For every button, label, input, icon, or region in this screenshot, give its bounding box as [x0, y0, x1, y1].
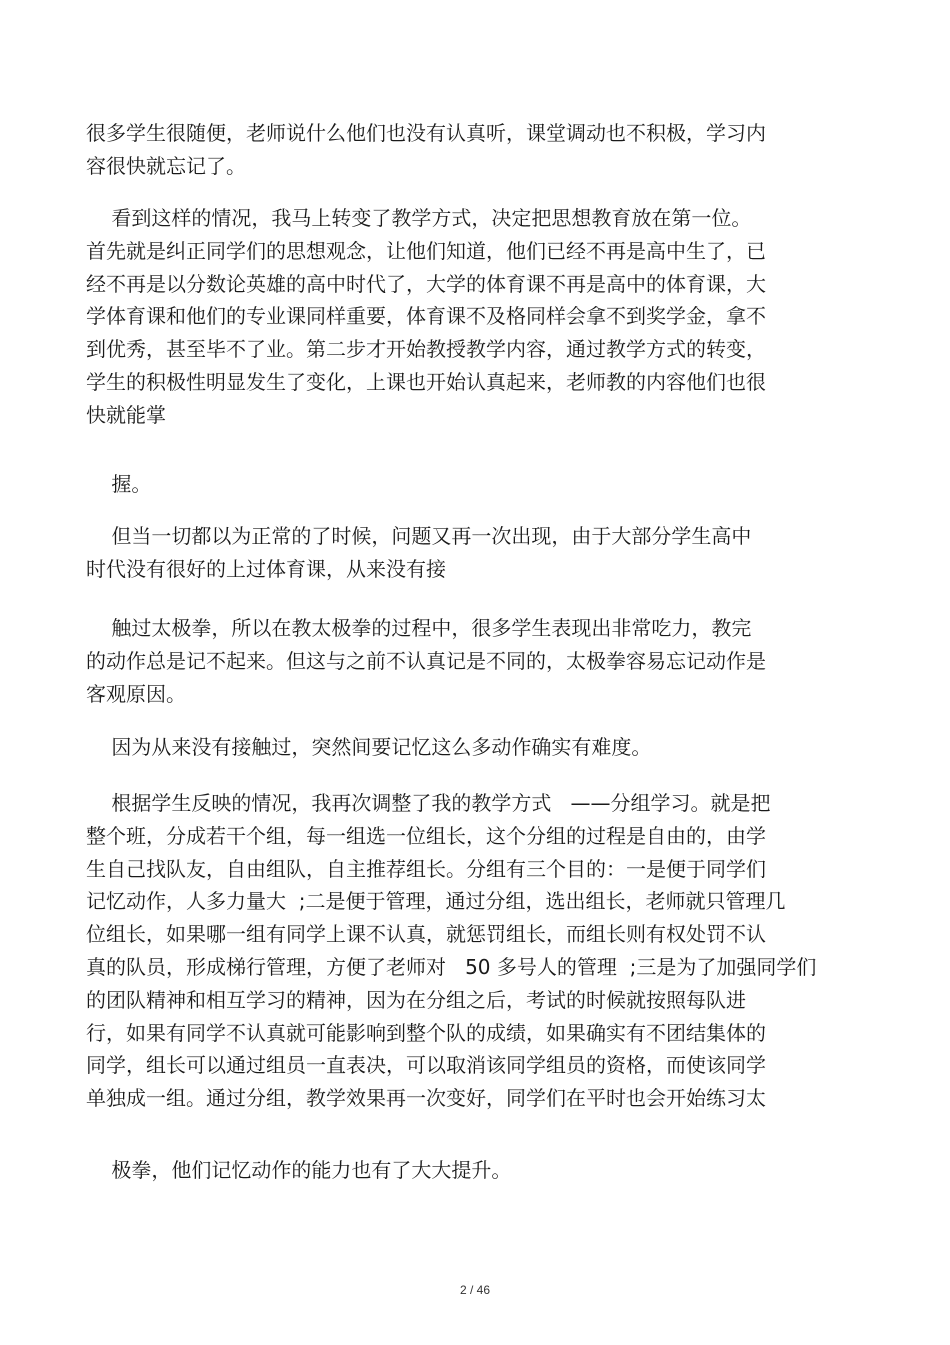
text-line: 单独成一组。通过分组，教学效果再一次变好，同学们在平时也会开始练习太	[86, 1086, 766, 1111]
text-line: 客观原因。	[86, 681, 186, 706]
text-line: 同学，组长可以通过组员一直表决，可以取消该同学组员的资格，而使该同学	[86, 1053, 766, 1078]
text-line: 快就能掌	[86, 402, 166, 427]
paragraph-4	[86, 520, 751, 586]
text-line: 真的队员，形成梯行管理，方便了老师对 50 多号人的管理 ;三是为了加强同学们	[86, 954, 817, 979]
text-line: 根据学生反映的情况，我再次调整了我的教学方式 ——分组学习。就是把	[86, 791, 771, 815]
paragraph-7	[86, 787, 816, 1115]
text-line: 首先就是纠正同学们的思想观念，让他们知道，他们已经不再是高中生了，已	[86, 238, 766, 263]
paragraph-6	[86, 731, 651, 764]
text-line: 看到这样的情况，我马上转变了教学方式，决定把思想教育放在第一位。	[86, 206, 752, 230]
text-line: 到优秀，甚至毕不了业。第二步才开始教授教学内容，通过教学方式的转变，	[86, 337, 766, 362]
paragraph-3	[86, 468, 151, 501]
text-line: 的团队精神和相互学习的精神，因为在分组之后，考试的时候就按照每队进	[86, 987, 746, 1012]
text-line: 容很快就忘记了。	[86, 153, 246, 178]
text-line: 生自己找队友，自由组队，自主推荐组长。分组有三个目的：一是便于同学们	[86, 856, 766, 881]
text-line: 整个班，分成若干个组，每一组选一位组长，这个分组的过程是自由的，由学	[86, 823, 766, 848]
paragraph-8	[86, 1154, 511, 1187]
paragraph-2	[86, 202, 766, 432]
paragraph-5	[86, 612, 766, 710]
text-line: 记忆动作，人多力量大 ;二是便于管理，通过分组，选出组长，老师就只管理几	[86, 889, 786, 914]
text-line: 位组长，如果哪一组有同学上课不认真，就惩罚组长，而组长则有权处罚不认	[86, 922, 766, 947]
text-line: 学体育课和他们的专业课同样重要，体育课不及格同样会拿不到奖学金，拿不	[86, 304, 766, 329]
text-line: 因为从来没有接触过，突然间要记忆这么多动作确实有难度。	[86, 735, 652, 759]
paragraph-1	[86, 117, 766, 183]
text-line: 极拳，他们记忆动作的能力也有了大大提升。	[86, 1158, 512, 1182]
text-line: 的动作总是记不起来。但这与之前不认真记是不同的，太极拳容易忘记动作是	[86, 648, 766, 673]
text-line: 学生的积极性明显发生了变化，上课也开始认真起来，老师教的内容他们也很	[86, 369, 766, 394]
page-number: 2 / 46	[459, 1283, 491, 1297]
text-line: 握。	[86, 472, 152, 496]
text-line: 触过太极拳，所以在教太极拳的过程中，很多学生表现出非常吃力，教完	[86, 616, 752, 640]
text-line: 很多学生很随便，老师说什么他们也没有认真听，课堂调动也不积极，学习内	[86, 121, 766, 145]
text-line: 时代没有很好的上过体育课，从来没有接	[86, 556, 446, 581]
text-line: 但当一切都以为正常的了时候，问题又再一次出现，由于大部分学生高中	[86, 524, 752, 548]
text-line: 经不再是以分数论英雄的高中时代了，大学的体育课不再是高中的体育课，大	[86, 271, 766, 296]
text-line: 行，如果有同学不认真就可能影响到整个队的成绩，如果确实有不团结集体的	[86, 1020, 766, 1045]
